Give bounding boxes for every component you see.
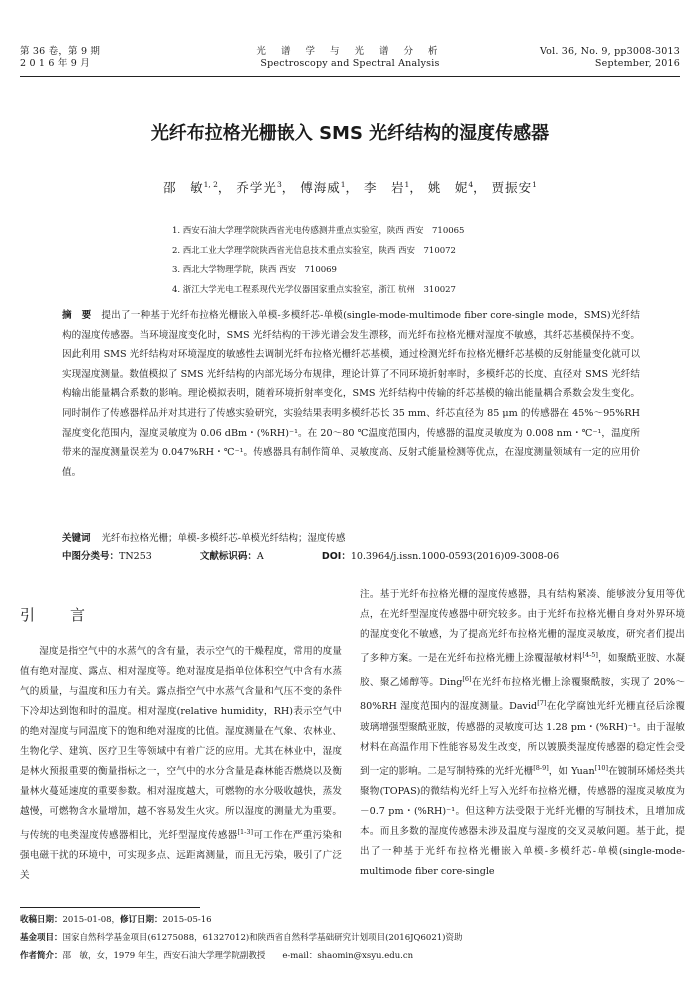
journal-issue-en [420, 46, 680, 70]
author-bio: 作者简介：邵 敏，女，1979 年生，西安石油大学理学院副教授 e-mail：shaomin@xsyu.edu.cn [20, 951, 414, 961]
issue-date: 2 0 1 6 年 9 月 [20, 58, 90, 69]
abstract [62, 306, 640, 482]
doi-label: DOI： [321, 551, 351, 562]
intro-right-column [360, 585, 685, 882]
received-dates: 收稿日期：2015-01-08，修订日期：2015-05-16 [20, 915, 212, 925]
doc-code-value: A [256, 551, 264, 562]
citation: [7] [537, 699, 547, 708]
clc-value: TN253 [119, 551, 152, 562]
author: 李 岩$^1$， [364, 179, 423, 195]
citation: [4-5] [582, 651, 598, 659]
author: 傅海威$^1$， [300, 179, 360, 195]
author: 贾振安$^1$ [491, 179, 537, 195]
keywords-label: 关键词 [62, 533, 91, 544]
clc-label: 中图分类号： [62, 551, 120, 562]
header-divider [20, 76, 680, 77]
doi-value: 10.3964/j.issn.1000-0593(2016)09-3008-06 [350, 551, 560, 562]
abstract-label: 摘 要 [62, 310, 92, 321]
keywords [62, 532, 640, 546]
citation: [1-3] [237, 828, 254, 836]
fund-info: 基金项目：国家自然科学基金项目(61275088，61327012)和陕西省自然科学基础研究计划项目(2016JQ6021)资助 [20, 933, 463, 943]
issue-month: September, 2016 [594, 58, 680, 69]
affiliation: 3. 西北大学物理学院，陕西 西安 710069 [172, 265, 337, 275]
author: 乔学光$^3$， [236, 179, 296, 195]
affiliation: 1. 西安石油大学理学院陕西省光电传感测井重点实验室，陕西 西安 710065 [172, 226, 465, 236]
affiliation: 2. 西北工业大学理学院陕西省光信息技术重点实验室，陕西 西安 710072 [172, 245, 456, 256]
section-title: 引 言 [20, 606, 96, 624]
author: 姚 妮$^4$， [427, 179, 487, 195]
author-list [0, 178, 700, 196]
affiliation: 4. 浙江大学光电工程系现代光学仪器国家重点实验室，浙江 杭州 310027 [172, 284, 456, 295]
keywords-text: 光纤布拉格光栅；单模-多模纤芯-单模光纤结构；湿度传感 [101, 533, 346, 544]
citation: [10] [594, 763, 609, 772]
citation: [6] [462, 675, 472, 684]
journal-issue-cn [20, 46, 220, 70]
classification-line [62, 550, 640, 564]
paper-title: 光纤布拉格光栅嵌入 SMS 光纤结构的湿度传感器 [150, 123, 550, 144]
issue-number: 第 36 卷，第 9 期 [20, 46, 101, 57]
footnote-divider [20, 907, 200, 908]
affiliation-list [172, 222, 592, 300]
citation: [8-9] [533, 763, 549, 772]
journal-name-en: Spectroscopy and Spectral Analysis [260, 58, 440, 69]
author: 邵 敏$^{1, 2}$， [163, 179, 232, 195]
intro-paragraph-continued: 注。基于光纤布拉格光栅的湿度传感器，具有结构紧凑、能够波分复用等优点，在光纤型湿度传感器中研究较多。由于光纤布拉格光栅自身对外界环境的湿度变化不敏感，为了提高光纤布拉格光栅的湿度灵敏度，研究者们提出了多种方案。一是在光纤布拉格光栅上涂覆湿敏材料[4-5]，如聚酰亚胺、水凝胶、聚乙烯醇等。Ding[6]在光纤布拉格光栅上涂覆聚酰胺，实现了 20%～80%RH 湿度范围内的湿度测量。David[7]在化学腐蚀光纤光栅直径后涂覆玻璃增强型聚酰亚胺，传感器的灵敏度可达 1.28 pm・(%RH)⁻¹。由于湿敏材料在高温作用下性能容易发生改变，所以镀膜类湿度传感器的稳定性会受到一定的影响。二是写制特殊的光纤光栅[8-9]，如 Yuan[10]在镀制环烯烃类共聚物(TOPAS)的微结构光纤上写入光纤布拉格光栅，传感器的湿度灵敏度为－0.7 pm・(%RH)⁻¹。但这种方法受限于光纤光栅的写制技术，且增加成本。而且多数的湿度传感器未涉及温度与湿度的交叉灵敏问题。基于此，提出了一种基于光纤布拉格光栅嵌入单模-多模纤芯-单模(single-mode-multimode fiber core-single [360, 589, 686, 877]
intro-left-column [20, 642, 342, 886]
doc-code-label: 文献标识码： [199, 551, 257, 562]
volume-pages: Vol. 36, No. 9, pp3008-3013 [539, 46, 680, 57]
intro-paragraph: 湿度是指空气中的水蒸气的含有量，表示空气的干燥程度，常用的度量值有绝对湿度、露点、相对湿度等。绝对湿度是指单位体积空气中含有水蒸气的质量，与温度和压力有关。露点指空气中水蒸气含量和气压不变的条件下冷却达到饱和时的温度。相对湿度(relative humidity，RH)表示空气中的绝对湿度与同温度下的饱和绝对湿度的比值。湿度测量在气象、农林业、生物化学、建筑、医疗卫生等领域中有着广泛的应用。尤其在林业中，湿度是林火预报重要的衡量指标之一，空气中的水分含量是森林能否燃烧以及衡量林火蔓延速度的重要参数。相对湿度越大，可燃物的水分吸收越快，蒸发越慢，可燃物含水量增加，越不容易发生火灾。所以湿度的测量尤为重要。与传统的电类湿度传感器相比，光纤型湿度传感器[1-3]可工作在严重污染和强电磁干扰的环境中，可实现多点、远距离测量，而且无污染，吸引了广泛关 [20, 646, 343, 882]
abstract-text: 提出了一种基于光纤布拉格光栅嵌入单模-多模纤芯-单模(single-mode-multimode fiber core-single mode，SMS)光纤结构的湿度传感器。当环境湿度变化时，SMS 光纤结构的干涉光谱会发生漂移，而光纤布拉格光栅对湿度不敏感，其纤芯基模保持不变。因此利用 SMS 光纤结构对环境湿度的敏感性去调制光纤布拉格光栅纤芯基模，通过检测光纤布拉格光栅纤芯基模的反射能量变化就可以实现湿度测量。数值模拟了 SMS 光纤结构的内部光场分布规律，理论计算了不同环境折射率时，多模纤芯的长度、直径对 SMS 光纤结构输出能量耦合系数的影响。理论模拟表明，随着环境折射率变化，SMS 光纤结构中传输的纤芯基模的输出能量耦合系数会发生变化。同时制作了传感器样品并对其进行了传感实验研究，实验结果表明多模纤芯长 35 mm、纤芯直径为 85 μm 的传感器在 45%～95%RH 湿度变化范围内，湿度灵敏度为 0.06 dBm・(%RH)⁻¹。在 20～80 ℃温度范围内，传感器的温度灵敏度为 0.008 nm・℃⁻¹，温度所带来的湿度测量误差为 0.047%RH・℃⁻¹。传感器具有制作简单、灵敏度高、反射式能量检测等优点，在湿度测量领域有一定的应用价值。 [62, 310, 640, 478]
journal-name-cn: 光 谱 学 与 光 谱 分 析 [256, 46, 444, 57]
